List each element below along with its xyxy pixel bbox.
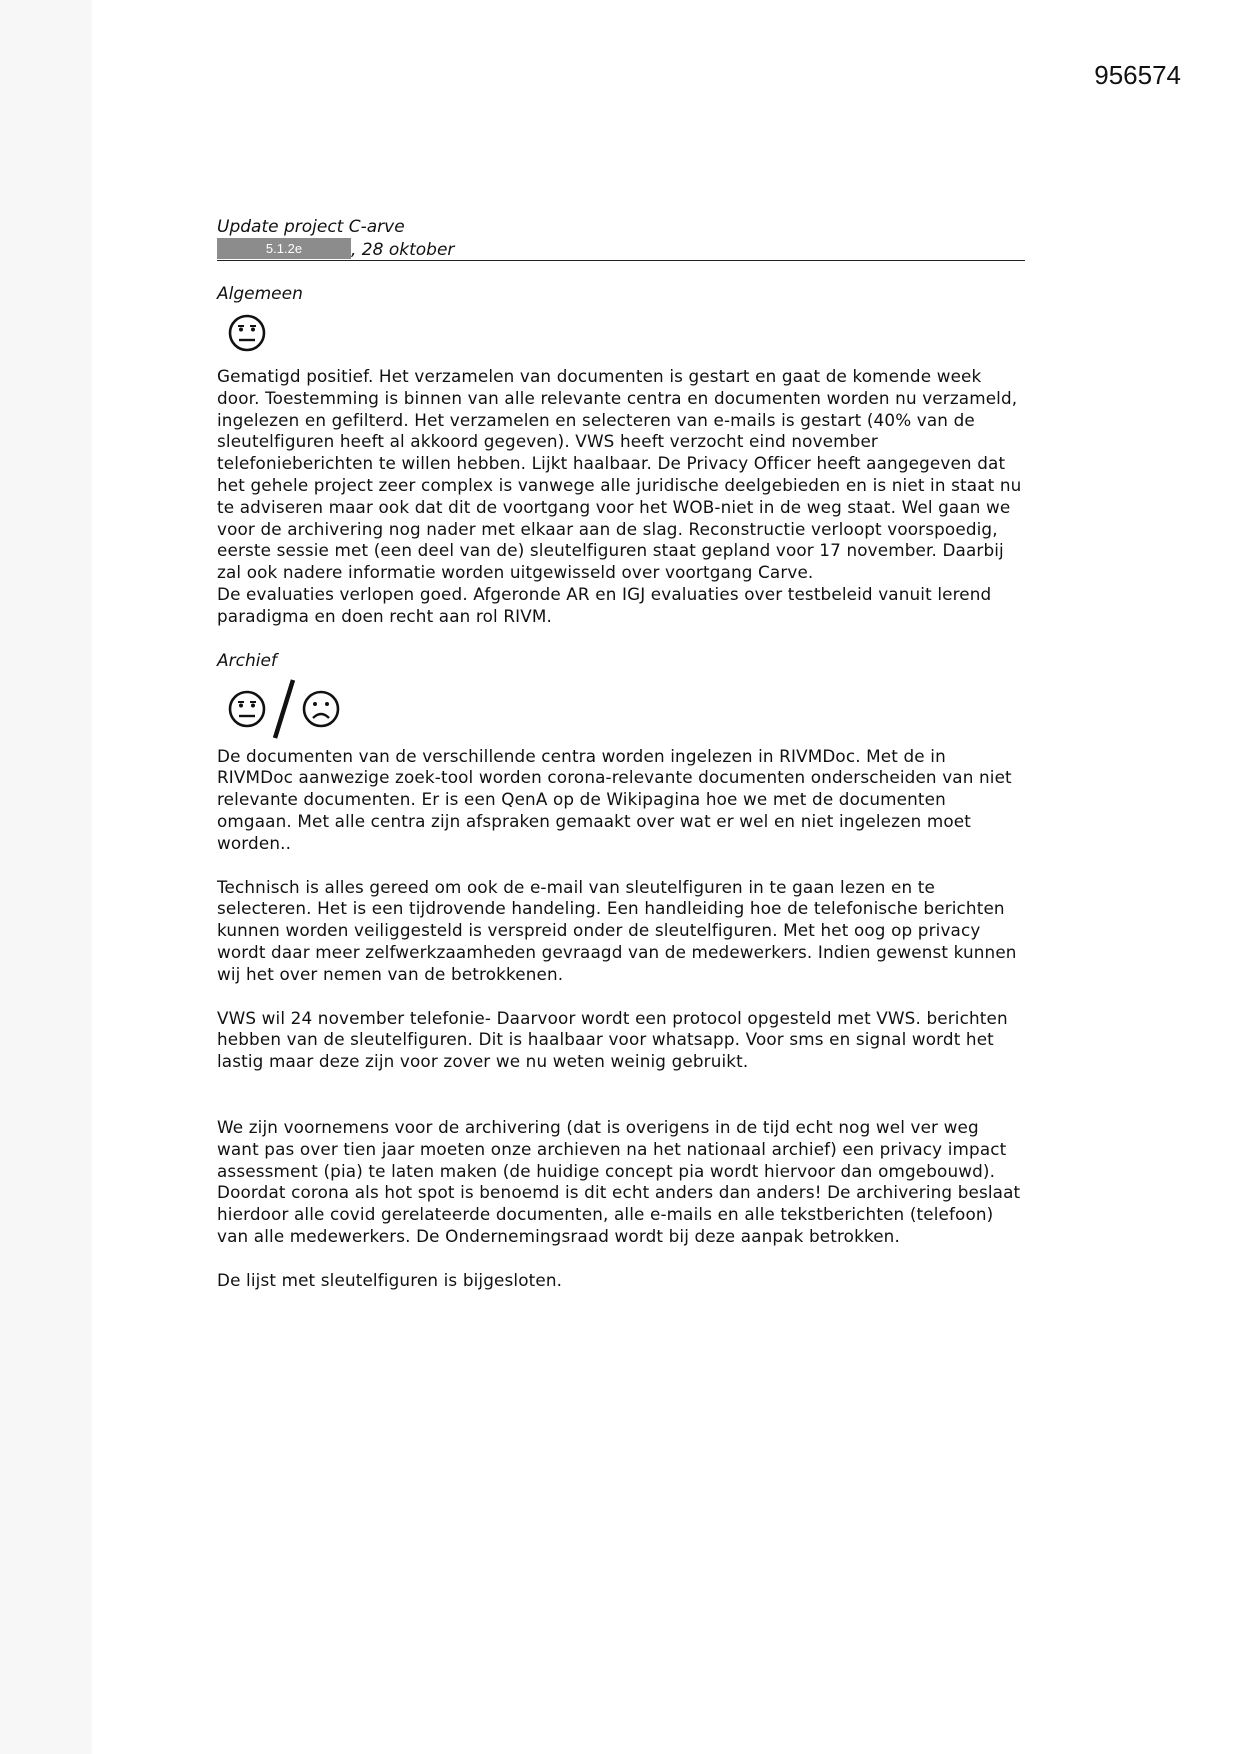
section-heading-archief: Archief	[217, 650, 277, 671]
document-body	[217, 216, 1025, 1292]
algemeen-paragraph: De evaluaties verlopen goed. Afgeronde AR en IGJ evaluaties over testbeleid vanuit lerend paradigma en doen recht aan rol RIVM.	[217, 583, 992, 626]
archief-paragraph: De documenten van de verschillende centra worden ingelezen in RIVMDoc. Met de in RIVMDoc aanwezige zoek-tool worden corona-relevante documenten onderscheiden van niet relevante documenten. Er is een QenA op de Wikipagina hoe we met de documenten omgaan. Met alle centra zijn afspraken gemaakt over wat er wel en niet ingelezen moet worden..	[217, 745, 1012, 853]
algemeen-paragraph: Gematigd positief. Het verzamelen van documenten is gestart en gaat de komende week door. Toestemming is binnen van alle relevante centra en documenten worden nu verzameld, ingelezen en gefilterd. Het verzamelen en selecteren van e-mails is gestart (40% van de sleutelfiguren heeft al akkoord gegeven). VWS heeft verzocht eind november telefonieberichten te willen hebben. Lijkt haalbaar. De Privacy Officer heeft aangegeven dat het gehele project zeer complex is vanwege alle juridische deelgebieden en is niet in staat nu te adviseren maar ook dat dit de voortgang voor het WOB-niet in de weg staat. Wel gaan we voor de archivering nog nader met elkaar aan de slag. Reconstructie verloopt voorspoedig, eerste sessie met (een deel van de) sleutelfiguren staat gepland voor 17 november. Daarbij zal ook nadere informatie worden uitgewisseld over voortgang Carve.	[217, 366, 1022, 583]
archief-paragraph: VWS wil 24 november telefonie- Daarvoor wordt een protocol opgesteld met VWS. berichten hebben van de sleutelfiguren. Dit is haalbaar voor whatsapp. Voor sms en signal wordt het lastig maar deze zijn voor zover we nu weten weinig gebruikt.	[217, 1007, 1008, 1072]
archief-paragraph: Technisch is alles gereed om ook de e-mail van sleutelfiguren in te gaan lezen en te selecteren. Het is een tijdrovende handeling. Een handleiding hoe de telefonische berichten kunnen worden veiliggesteld is verspreid onder de sleutelfiguren. Met het oog op privacy wordt daar meer zelfwerkzaamheden gevraagd van de medewerkers. Indien gewenst kunnen wij het over nemen van de betrokkenen.	[217, 876, 1017, 984]
document-date: , 28 oktober	[351, 240, 455, 260]
archief-status	[227, 678, 1025, 740]
slash-divider-icon	[267, 678, 301, 740]
neutral-face-icon	[227, 689, 267, 729]
document-title: Update project C-arve	[217, 217, 405, 237]
redaction-block: 5.1.2e	[217, 238, 351, 259]
sad-face-icon	[301, 689, 341, 729]
neutral-face-icon	[227, 313, 267, 353]
archief-paragraph: De lijst met sleutelfiguren is bijgesloten.	[217, 1269, 563, 1290]
document-subtitle	[217, 238, 1025, 261]
algemeen-status	[227, 313, 1025, 353]
section-heading-algemeen: Algemeen	[217, 284, 303, 304]
archief-paragraph: We zijn voornemens voor de archivering (dat is overigens in de tijd echt nog wel ver weg want pas over tien jaar moeten onze archieven na het nationaal archief) een privacy impact assessment (pia) te laten maken (de huidige concept pia wordt hiervoor dan omgebouwd). Doordat corona als hot spot is benoemd is dit echt anders dan anders! De archivering beslaat hierdoor alle covid gerelateerde documenten, alle e-mails en alle tekstberichten (telefoon) van alle medewerkers. De Ondernemingsraad wordt bij deze aanpak betrokken.	[217, 1116, 1021, 1246]
page-number: 956574	[1094, 60, 1181, 90]
page-margin-shade	[0, 0, 92, 1754]
